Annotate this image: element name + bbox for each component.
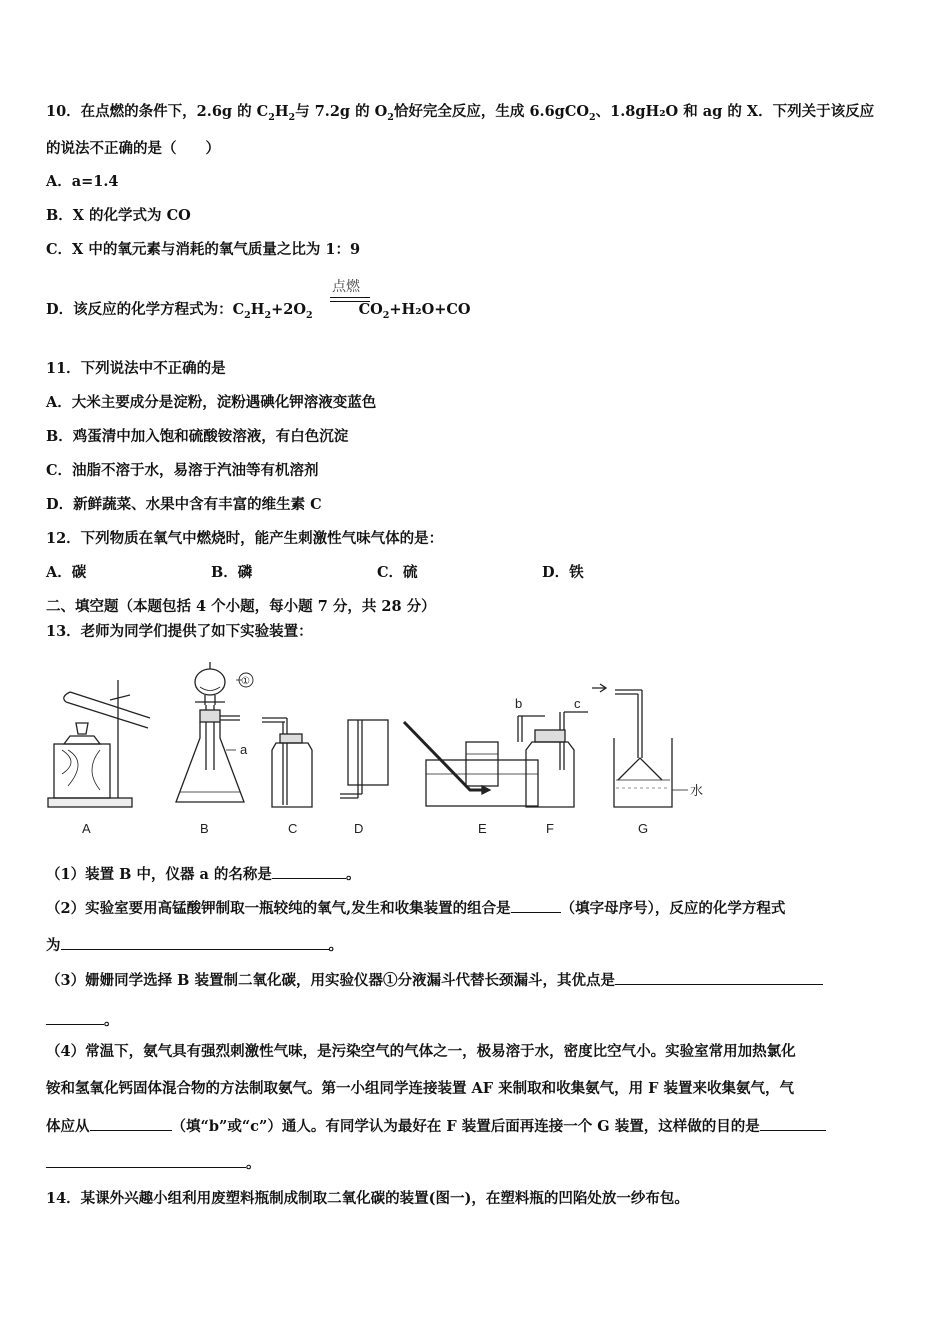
q10-stem-line1: 10．在点燃的条件下，2.6g 的 $C_2H_2$与 7.2g 的 $O_2$恰好完全反应，生成 6.6gCO$_2$、1.8gH₂O 和 ag 的 X．下列关于该反应 [46,103,875,123]
answer-blank[interactable] [760,1116,826,1131]
diagram-label-c: C [288,821,298,836]
q13-part-3-line2: 。 [46,1010,119,1031]
q12-option-b: B．磷 [211,564,253,581]
q10-option-b: B．X 的化学式为 CO [46,207,191,224]
label-port-b: b [515,696,523,711]
diagram-label-e: E [478,821,487,836]
answer-blank[interactable] [46,1153,246,1168]
q13-part-4-line4: 。 [46,1153,261,1174]
diagram-label-d: D [354,821,364,836]
q13-part-1: （1）装置 B 中，仪器 a 的名称是 。 [46,866,361,883]
q11-stem: 11．下列说法中不正确的是 [46,360,226,377]
q10-option-c: C．X 中的氧元素与消耗的氧气质量之比为 1：9 [46,241,361,258]
q13-part-4-line1: （4）常温下，氨气具有强烈刺激性气味，是污染空气的气体之一，极易溶于水，密度比空气小。实验室常用加热氯化 [46,1043,796,1060]
answer-blank[interactable] [46,1010,104,1025]
apparatus-g [592,684,688,807]
diagram-label-b: B [200,821,209,836]
q14-stem: 14．某课外兴趣小组利用废塑料瓶制成制取二氧化碳的装置(图一)，在塑料瓶的凹陷处放一纱布包。 [46,1190,689,1207]
q11-option-a: A．大米主要成分是淀粉，淀粉遇碘化钾溶液变蓝色 [46,394,377,411]
lab-apparatus-diagram [40,650,720,845]
apparatus-c [262,718,312,807]
q10-option-a: A．a=1.4 [46,173,119,190]
q13-part-4-line2: 铵和氢氧化钙固体混合物的方法制取氨气。第一小组同学连接装置 AF 来制取和收集氨气，用 F 装置来收集氨气，气 [46,1080,795,1097]
label-circle-1: ① [241,676,250,687]
answer-blank[interactable] [90,1116,172,1131]
q13-part-2-line2: 为 。 [46,937,343,954]
reaction-condition: 点燃 [332,279,360,295]
q11-option-b: B．鸡蛋清中加入饱和硫酸铵溶液，有白色沉淀 [46,428,349,445]
answer-blank[interactable] [272,864,346,879]
q11-option-d: D．新鲜蔬菜、水果中含有丰富的维生素 C [46,496,322,513]
q12-option-c: C．硫 [377,564,418,581]
label-port-c: c [574,696,581,711]
q10-stem-line2: 的说法不正确的是（ ） [46,140,220,157]
answer-blank[interactable] [615,970,823,985]
q10-option-d: D．该反应的化学方程式为：$C_2H_2+2O_2$ $CO_2+H_2O+CO$ [46,301,471,321]
apparatus-a [48,680,150,807]
answer-blank[interactable] [511,898,561,913]
label-water: 水 [690,783,704,798]
q13-part-3-line1: （3）姗姗同学选择 B 装置制二氧化碳，用实验仪器①分液漏斗代替长颈漏斗，其优点是 [46,970,823,991]
q12-stem: 12．下列物质在氧气中燃烧时，能产生刺激性气味气体的是： [46,530,444,547]
q12-option-a: A．碳 [46,564,87,581]
label-instrument-a: a [240,742,248,757]
equation-bar-top [330,297,370,298]
apparatus-d [340,720,388,798]
q13-part-2-line1: （2）实验室要用高锰酸钾制取一瓶较纯的氧气,发生和收集装置的组合是 （填字母序号），反应的化学方程式 [46,900,786,917]
diagram-label-a: A [82,821,91,836]
q12-option-d: D．铁 [542,564,584,581]
section-2-heading: 二、填空题（本题包括 4 个小题，每小题 7 分，共 28 分） [46,598,436,615]
diagram-label-f: F [546,821,554,836]
q13-stem: 13．老师为同学们提供了如下实验装置： [46,623,313,640]
q11-option-c: C．油脂不溶于水，易溶于汽油等有机溶剂 [46,462,319,479]
q13-part-4-line3: 体应从 （填“b”或“c”）通人。有同学认为最好在 F 装置后面再连接一个 G 装置，这样做的目的是 [46,1116,826,1137]
answer-blank[interactable] [61,935,329,950]
diagram-label-g: G [638,821,649,836]
